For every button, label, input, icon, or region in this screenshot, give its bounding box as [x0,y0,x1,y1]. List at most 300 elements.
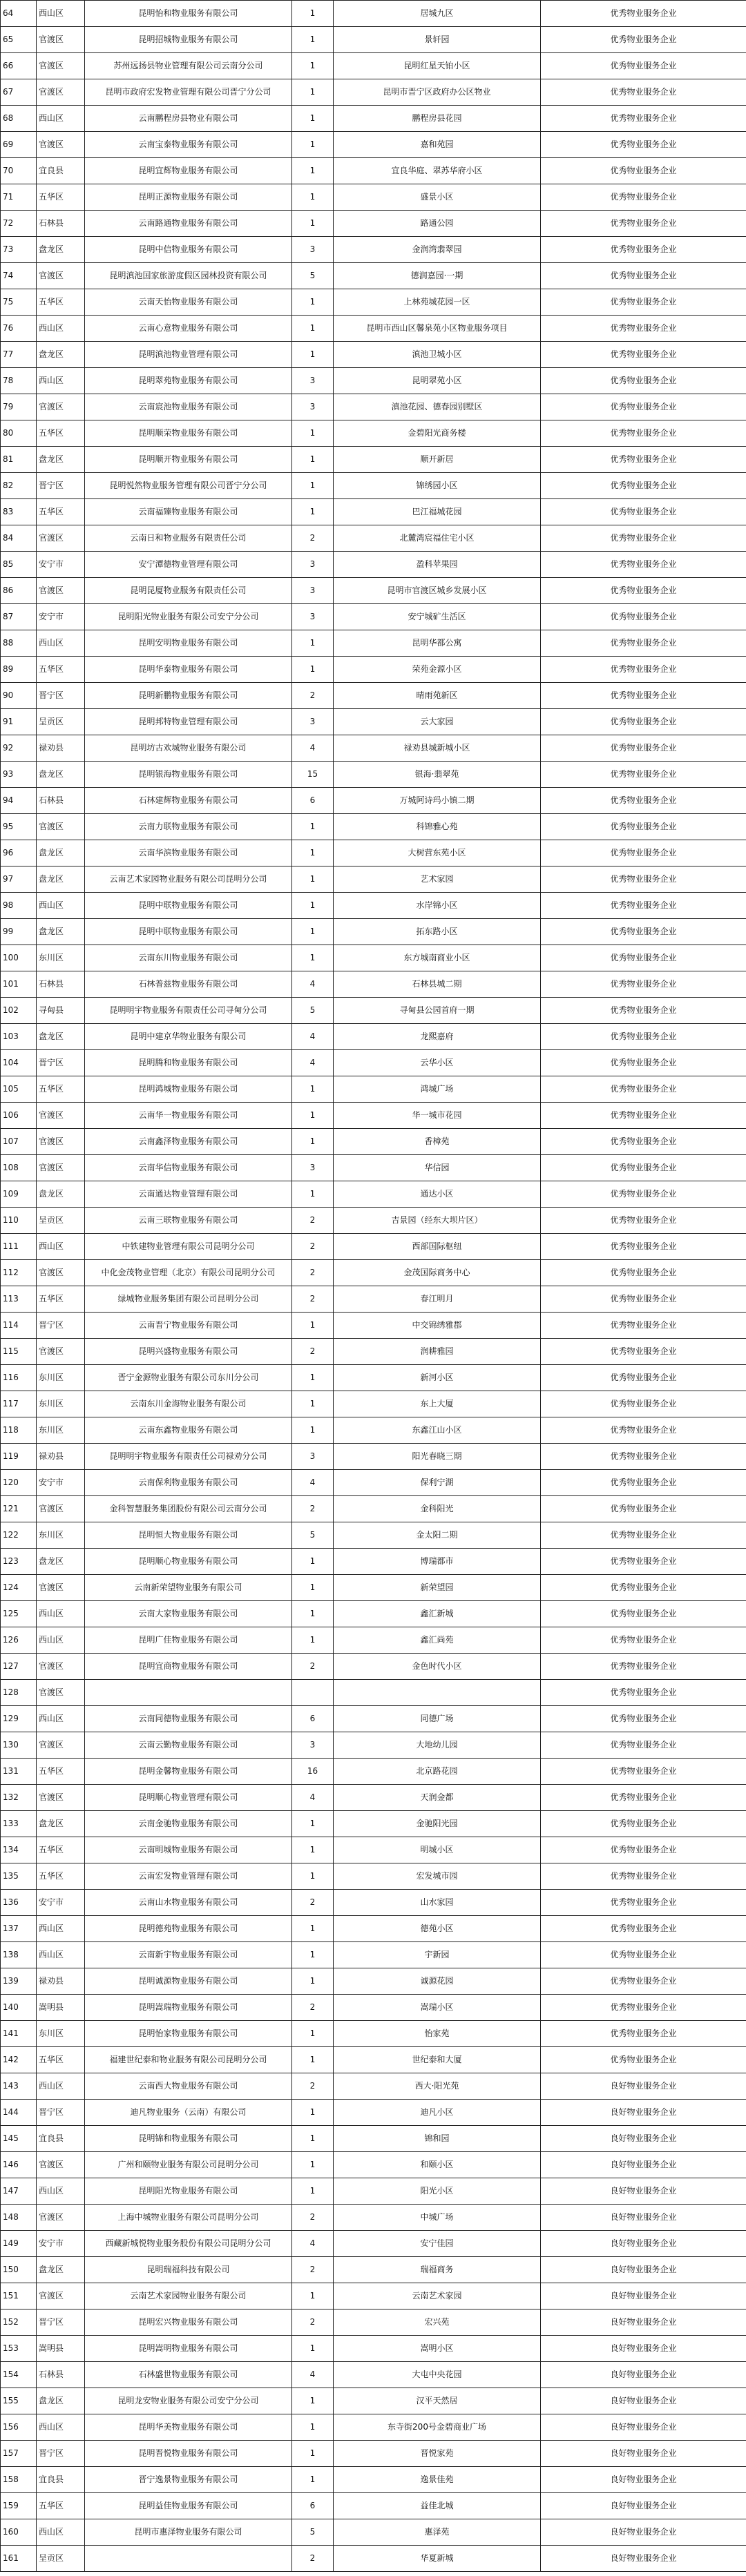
cell-district: 五华区 [37,1076,85,1103]
cell-project: 昆明市西山区馨泉苑小区物业服务项目 [334,316,541,342]
table-row [1,2178,746,2205]
cell-count: 1 [292,1811,334,1837]
cell-no: 85 [1,552,37,578]
cell-district: 官渡区 [37,53,85,79]
cell-company: 绿城物业服务集团有限公司昆明分公司 [85,1286,292,1313]
table-row [1,657,746,683]
cell-count: 2 [292,1995,334,2021]
cell-project: 艺术家园 [334,866,541,893]
cell-district: 官渡区 [37,1575,85,1601]
cell-no: 155 [1,2388,37,2414]
cell-rating: 良好物业服务企业 [541,2100,746,2126]
cell-district: 晋宁区 [37,683,85,709]
cell-rating: 优秀物业服务企业 [541,1916,746,1942]
cell-district: 五华区 [37,1837,85,1863]
cell-project: 昆明翠苑小区 [334,368,541,394]
cell-no: 123 [1,1549,37,1575]
cell-district: 石林县 [37,211,85,237]
cell-count: 1 [292,2336,334,2362]
cell-no: 65 [1,27,37,53]
cell-district: 禄劝县 [37,735,85,762]
cell-project: 逸景佳苑 [334,2467,541,2493]
cell-district: 五华区 [37,420,85,447]
cell-company [85,1680,292,1706]
cell-district: 盘龙区 [37,919,85,945]
cell-rating: 优秀物业服务企业 [541,552,746,578]
cell-project: 巴江福城花园 [334,499,541,525]
cell-count: 1 [292,2152,334,2178]
cell-rating: 优秀物业服务企业 [541,630,746,657]
cell-rating: 良好物业服务企业 [541,2231,746,2257]
cell-district: 宜良县 [37,158,85,184]
cell-count: 1 [292,1417,334,1444]
cell-count: 4 [292,1024,334,1050]
cell-count: 4 [292,1785,334,1811]
cell-company: 云南东鑫物业服务有限公司 [85,1417,292,1444]
cell-count: 1 [292,1129,334,1155]
cell-project: 大树营东苑小区 [334,840,541,866]
cell-district: 西山区 [37,1234,85,1260]
cell-company: 昆明招城物业服务有限公司 [85,27,292,53]
cell-count: 3 [292,368,334,394]
table-row [1,184,746,211]
cell-no: 161 [1,2546,37,2572]
cell-no: 149 [1,2231,37,2257]
cell-rating: 优秀物业服务企业 [541,866,746,893]
cell-count: 2 [292,1654,334,1680]
cell-project: 嵩瑞小区 [334,1995,541,2021]
cell-rating: 优秀物业服务企业 [541,971,746,998]
cell-company: 昆明诚源物业服务有限公司 [85,1968,292,1995]
cell-project: 山水家园 [334,1890,541,1916]
cell-district: 石林县 [37,788,85,814]
cell-company: 云南艺术家园物业服务有限公司 [85,2283,292,2309]
cell-project: 滇池花园、德春园别墅区 [334,394,541,420]
cell-company: 云南三联物业服务有限公司 [85,1208,292,1234]
cell-rating: 优秀物业服务企业 [541,263,746,289]
cell-project: 荣苑金源小区 [334,657,541,683]
cell-district: 安宁市 [37,1470,85,1496]
cell-company: 昆明瑞福科技有限公司 [85,2257,292,2283]
cell-count: 2 [292,683,334,709]
cell-company: 昆明兴盛物业服务有限公司 [85,1339,292,1365]
cell-count: 1 [292,2283,334,2309]
table-row [1,525,746,552]
cell-district: 官渡区 [37,79,85,106]
cell-rating: 良好物业服务企业 [541,2309,746,2336]
cell-count: 1 [292,1627,334,1654]
cell-rating: 良好物业服务企业 [541,2493,746,2519]
cell-project: 昆明市官渡区城乡发展小区 [334,578,541,604]
table-row [1,1680,746,1706]
cell-count: 1 [292,158,334,184]
cell-count: 6 [292,2493,334,2519]
table-row [1,1785,746,1811]
cell-rating: 优秀物业服务企业 [541,27,746,53]
cell-project: 金碧阳光商务楼 [334,420,541,447]
cell-rating: 优秀物业服务企业 [541,106,746,132]
table-row [1,237,746,263]
cell-company: 云南路通物业服务有限公司 [85,211,292,237]
table-row [1,1575,746,1601]
cell-rating: 优秀物业服务企业 [541,368,746,394]
cell-district: 盘龙区 [37,840,85,866]
table-row [1,2126,746,2152]
cell-rating: 优秀物业服务企业 [541,893,746,919]
cell-company: 广州和颐物业服务有限公司昆明分公司 [85,2152,292,2178]
cell-project: 怡家苑 [334,2021,541,2047]
cell-project: 安宁佳园 [334,2231,541,2257]
cell-count: 1 [292,1837,334,1863]
cell-district: 五华区 [37,2047,85,2073]
cell-district: 晋宁区 [37,2309,85,2336]
table-row [1,316,746,342]
cell-company: 云南保利物业服务有限公司 [85,1470,292,1496]
cell-company: 昆明怡和物业服务有限公司 [85,1,292,27]
cell-count: 2 [292,1208,334,1234]
cell-district: 官渡区 [37,1155,85,1181]
table-row [1,919,746,945]
cell-no: 83 [1,499,37,525]
cell-count: 1 [292,2047,334,2073]
table-row [1,368,746,394]
table-row [1,762,746,788]
cell-no: 118 [1,1417,37,1444]
cell-count: 1 [292,106,334,132]
cell-no: 76 [1,316,37,342]
table-row [1,1050,746,1076]
cell-no: 138 [1,1942,37,1968]
cell-project: 通达小区 [334,1181,541,1208]
table-row [1,1339,746,1365]
table-row [1,2388,746,2414]
table-row [1,106,746,132]
cell-district: 五华区 [37,1863,85,1890]
table-row [1,1627,746,1654]
table-row [1,788,746,814]
cell-company: 昆明顺心物业服务有限公司 [85,1549,292,1575]
cell-rating: 优秀物业服务企业 [541,709,746,735]
cell-no: 125 [1,1601,37,1627]
cell-project: 锦绣园小区 [334,473,541,499]
cell-rating: 良好物业服务企业 [541,2257,746,2283]
cell-no: 122 [1,1522,37,1549]
cell-project: 西部国际枢纽 [334,1234,541,1260]
cell-company: 昆明新鹏物业服务有限公司 [85,683,292,709]
table-row [1,1995,746,2021]
cell-no: 68 [1,106,37,132]
cell-rating: 优秀物业服务企业 [541,1785,746,1811]
cell-district: 盘龙区 [37,1811,85,1837]
cell-rating: 良好物业服务企业 [541,2126,746,2152]
cell-district: 东川区 [37,945,85,971]
cell-project: 同德广场 [334,1706,541,1732]
cell-no: 128 [1,1680,37,1706]
cell-company: 中铁建物业管理有限公司昆明分公司 [85,1234,292,1260]
cell-count: 1 [292,2388,334,2414]
cell-rating: 优秀物业服务企业 [541,1627,746,1654]
cell-rating: 优秀物业服务企业 [541,814,746,840]
cell-no: 106 [1,1103,37,1129]
cell-project: 昆明华都公寓 [334,630,541,657]
cell-company: 迪凡物业服务（云南）有限公司 [85,2100,292,2126]
table-row [1,499,746,525]
table-row [1,1417,746,1444]
cell-company: 昆明宏兴物业服务有限公司 [85,2309,292,2336]
cell-district: 西山区 [37,1627,85,1654]
table-row [1,447,746,473]
cell-district: 晋宁区 [37,1050,85,1076]
cell-rating: 优秀物业服务企业 [541,1444,746,1470]
cell-company: 昆明锦和物业服务有限公司 [85,2126,292,2152]
cell-no: 120 [1,1470,37,1496]
cell-district: 官渡区 [37,132,85,158]
cell-count: 3 [292,709,334,735]
cell-company: 安宁潭德物业管理有限公司 [85,552,292,578]
cell-count: 6 [292,788,334,814]
table-row [1,1706,746,1732]
table-row [1,840,746,866]
cell-district: 五华区 [37,499,85,525]
cell-rating: 良好物业服务企业 [541,2336,746,2362]
cell-rating: 优秀物业服务企业 [541,1732,746,1759]
cell-project: 嵩明小区 [334,2336,541,2362]
cell-company: 昆明明宇物业服务有限责任公司寻甸分公司 [85,998,292,1024]
cell-company: 石林建辉物业服务有限公司 [85,788,292,814]
cell-rating: 优秀物业服务企业 [541,184,746,211]
cell-project: 石林县城二期 [334,971,541,998]
cell-company: 云南天怡物业服务有限公司 [85,289,292,316]
cell-project: 保利宁湖 [334,1470,541,1496]
table-row [1,709,746,735]
cell-district: 官渡区 [37,1680,85,1706]
cell-count: 1 [292,1968,334,1995]
cell-rating: 优秀物业服务企业 [541,1103,746,1129]
table-row [1,1470,746,1496]
cell-company: 昆明德苑物业服务有限公司 [85,1916,292,1942]
cell-no: 143 [1,2073,37,2100]
cell-company: 昆明顺心物业管理有限公司 [85,1785,292,1811]
cell-project: 昆明市晋宁区政府办公区物业 [334,79,541,106]
cell-company: 昆明滇池物业管理有限公司 [85,342,292,368]
table-row [1,1024,746,1050]
cell-count: 5 [292,998,334,1024]
cell-company: 昆明宜商物业服务有限公司 [85,1654,292,1680]
cell-rating: 优秀物业服务企业 [541,657,746,683]
cell-count: 2 [292,1234,334,1260]
cell-count: 1 [292,1391,334,1417]
cell-rating: 良好物业服务企业 [541,2414,746,2441]
cell-no: 133 [1,1811,37,1837]
cell-project: 拓东路小区 [334,919,541,945]
cell-company: 昆明中信物业服务有限公司 [85,237,292,263]
cell-district: 五华区 [37,1759,85,1785]
table-row [1,1522,746,1549]
cell-no: 82 [1,473,37,499]
cell-district: 盘龙区 [37,2257,85,2283]
table-row [1,1129,746,1155]
cell-count: 1 [292,211,334,237]
cell-company: 云南鑫泽物业服务有限公司 [85,1129,292,1155]
table-row [1,2283,746,2309]
table-row [1,1863,746,1890]
table-row [1,1811,746,1837]
cell-project: 博瑞都市 [334,1549,541,1575]
cell-count: 3 [292,237,334,263]
cell-count: 1 [292,1601,334,1627]
cell-count: 3 [292,1444,334,1470]
cell-project: 顺开新居 [334,447,541,473]
table-row [1,342,746,368]
cell-district: 盘龙区 [37,1181,85,1208]
cell-company: 云南金驰物业服务有限公司 [85,1811,292,1837]
table-row [1,1890,746,1916]
cell-count: 3 [292,1155,334,1181]
cell-project: 嘉和苑园 [334,132,541,158]
table-row [1,2362,746,2388]
cell-project: 德苑小区 [334,1916,541,1942]
cell-no: 145 [1,2126,37,2152]
cell-district: 官渡区 [37,1496,85,1522]
cell-project: 水岸锦小区 [334,893,541,919]
cell-no: 84 [1,525,37,552]
table-row [1,1916,746,1942]
cell-company: 晋宁金源物业服务有限公司东川分公司 [85,1365,292,1391]
cell-district: 官渡区 [37,1732,85,1759]
table-row [1,683,746,709]
table-row [1,1942,746,1968]
cell-project: 香樟苑 [334,1129,541,1155]
cell-no: 108 [1,1155,37,1181]
cell-count: 2 [292,1339,334,1365]
cell-count: 2 [292,525,334,552]
cell-district: 五华区 [37,1286,85,1313]
cell-company: 昆明翠苑物业服务有限公司 [85,368,292,394]
cell-rating: 优秀物业服务企业 [541,1549,746,1575]
cell-project: 和颐小区 [334,2152,541,2178]
table-row [1,945,746,971]
cell-rating: 优秀物业服务企业 [541,604,746,630]
cell-district: 盘龙区 [37,342,85,368]
cell-no: 101 [1,971,37,998]
cell-project: 盈科苹果园 [334,552,541,578]
cell-no: 109 [1,1181,37,1208]
cell-rating: 优秀物业服务企业 [541,2021,746,2047]
cell-company: 云南新荣望物业服务有限公司 [85,1575,292,1601]
cell-company: 昆明鸿城物业服务有限公司 [85,1076,292,1103]
cell-no: 111 [1,1234,37,1260]
cell-rating: 优秀物业服务企业 [541,1470,746,1496]
cell-company: 昆明阳光物业服务有限公司 [85,2178,292,2205]
cell-rating: 优秀物业服务企业 [541,1968,746,1995]
cell-district: 盘龙区 [37,1024,85,1050]
cell-project: 东方城南商业小区 [334,945,541,971]
cell-no: 150 [1,2257,37,2283]
table-row [1,2257,746,2283]
cell-district: 西山区 [37,1,85,27]
cell-count: 1 [292,1863,334,1890]
cell-count: 1 [292,53,334,79]
cell-district: 西山区 [37,316,85,342]
cell-district: 晋宁区 [37,473,85,499]
cell-count: 1 [292,132,334,158]
cell-district: 西山区 [37,2178,85,2205]
cell-project: 中交锦绣雅郡 [334,1313,541,1339]
cell-project: 上林苑城花园一区 [334,289,541,316]
cell-count: 1 [292,893,334,919]
cell-rating: 良好物业服务企业 [541,2546,746,2572]
cell-count: 1 [292,1181,334,1208]
cell-rating: 优秀物业服务企业 [541,1942,746,1968]
cell-rating: 良好物业服务企业 [541,2205,746,2231]
cell-count: 1 [292,2021,334,2047]
cell-company: 晋宁逸景物业服务有限公司 [85,2467,292,2493]
cell-rating: 优秀物业服务企业 [541,132,746,158]
cell-company: 云南力联物业服务有限公司 [85,814,292,840]
cell-no: 100 [1,945,37,971]
cell-project: 东上大厦 [334,1391,541,1417]
cell-no: 144 [1,2100,37,2126]
cell-no: 97 [1,866,37,893]
cell-project: 瑞福商务 [334,2257,541,2283]
cell-company: 昆明正源物业服务有限公司 [85,184,292,211]
cell-no: 64 [1,1,37,27]
cell-district: 西山区 [37,106,85,132]
cell-no: 67 [1,79,37,106]
cell-project: 大地幼儿园 [334,1732,541,1759]
cell-company: 昆明中联物业服务有限公司 [85,919,292,945]
cell-company: 昆明龙安物业服务有限公司安宁分公司 [85,2388,292,2414]
cell-rating: 优秀物业服务企业 [541,788,746,814]
cell-project: 西大·阳光苑 [334,2073,541,2100]
cell-district: 东川区 [37,1417,85,1444]
table-row [1,1496,746,1522]
cell-district: 晋宁区 [37,2100,85,2126]
table-row [1,1365,746,1391]
cell-count: 3 [292,604,334,630]
cell-district: 东川区 [37,2021,85,2047]
cell-project: 华信园 [334,1155,541,1181]
cell-company: 昆明市惠泽物业服务有限公司 [85,2519,292,2546]
cell-rating: 优秀物业服务企业 [541,447,746,473]
cell-count: 5 [292,2519,334,2546]
cell-no: 90 [1,683,37,709]
cell-district: 西山区 [37,2519,85,2546]
table-row [1,2519,746,2546]
cell-rating: 优秀物业服务企业 [541,1601,746,1627]
table-row [1,211,746,237]
cell-no: 95 [1,814,37,840]
cell-company: 云南晋宁物业服务有限公司 [85,1313,292,1339]
cell-district: 寻甸县 [37,998,85,1024]
cell-district: 晋宁区 [37,2441,85,2467]
cell-company: 昆明华泰物业服务有限公司 [85,657,292,683]
cell-no: 121 [1,1496,37,1522]
cell-rating: 优秀物业服务企业 [541,289,746,316]
cell-project: 新河小区 [334,1365,541,1391]
cell-rating: 优秀物业服务企业 [541,1365,746,1391]
cell-no: 141 [1,2021,37,2047]
cell-district: 五华区 [37,2493,85,2519]
cell-project: 居城九区 [334,1,541,27]
cell-project: 金科阳光 [334,1496,541,1522]
cell-project: 龙熙嘉府 [334,1024,541,1050]
cell-count: 1 [292,1365,334,1391]
cell-no: 107 [1,1129,37,1155]
cell-no: 92 [1,735,37,762]
table-row [1,971,746,998]
cell-count: 1 [292,79,334,106]
